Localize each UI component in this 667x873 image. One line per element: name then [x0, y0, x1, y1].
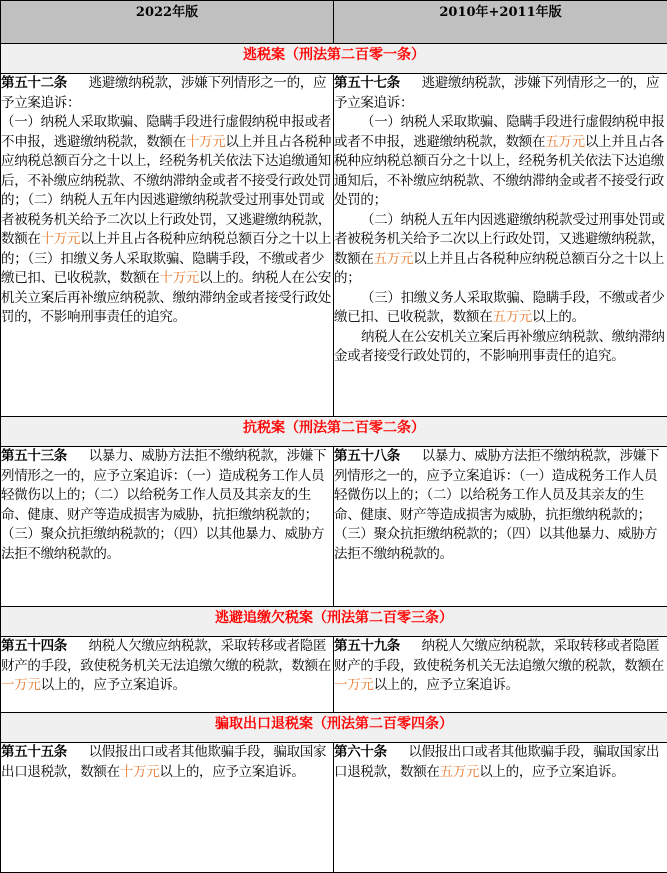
- section-row-tax-evasion: [1, 44, 667, 74]
- section-title-export-refund-fraud: 骗取出口退税案（刑法第二百零四条）: [1, 713, 667, 743]
- header-row: [1, 1, 667, 44]
- article-text: 以假报出口或者其他欺骗手段，骗取国家出口退税款，数额在: [1, 744, 326, 780]
- article-text: （二）纳税人五年内因逃避缴纳税款受过刑事处罚或者被税务机关给予二次以上行政处罚，又逃避缴纳税款，数额在: [334, 212, 665, 267]
- column-header-2010-2011: 2010年+2011年版: [334, 1, 667, 44]
- article-number: 第五十八条: [334, 448, 400, 464]
- article-58-cell: [334, 447, 667, 607]
- amount-highlight: 五万元: [374, 251, 414, 267]
- section-title-evading-recovery: 逃避追缴欠税案（刑法第二百零三条）: [1, 607, 667, 637]
- article-text: 以上并且占各税种应纳税总额百分之十以上的；（三）扣缴义务人采取欺骗、隐瞒手段，不缴或者少缴已扣、已收税款，数额在: [1, 231, 331, 286]
- article-text: 纳税人欠缴应纳税款，采取转移或者隐匿财产的手段，致使税务机关无法追缴欠缴的税款，数额在: [1, 638, 331, 674]
- article-number: 第六十条: [334, 744, 387, 760]
- article-lead: 逃避缴纳税款，涉嫌下列情形之一的，应予立案追诉：: [1, 75, 326, 111]
- column-header-2022: 2022年版: [1, 1, 334, 44]
- section-row-tax-resistance: [1, 417, 667, 447]
- article-number: 第五十九条: [334, 638, 400, 654]
- article-row-tax-resistance: [1, 447, 667, 607]
- article-59-cell: [334, 637, 667, 713]
- article-text: 以上并且占各税种应纳税总额百分之十以上的；: [334, 251, 664, 287]
- article-text: （一）纳税人采取欺骗、隐瞒手段进行虚假纳税申报或者不申报，逃避缴纳税款，数额在: [1, 114, 331, 150]
- article-text: 以上的，应予立案追诉。: [159, 764, 304, 780]
- amount-highlight: 十万元: [159, 270, 199, 286]
- article-53-cell: [1, 447, 334, 607]
- article-text: 以上并且占各税种应纳税总额百分之十以上，经税务机关依法下达追缴通知后，不补缴应纳税款、不缴纳滞纳金或者不接受行政处罚的；: [334, 134, 664, 209]
- amount-highlight: 一万元: [1, 677, 41, 693]
- amount-highlight: 一万元: [334, 677, 374, 693]
- section-row-evading-recovery: [1, 607, 667, 637]
- article-text: 以暴力、威胁方法拒不缴纳税款，涉嫌下列情形之一的，应予立案追诉：（一）造成税务工作人员轻微伤以上的；（二）以给税务工作人员及其亲友的生命、健康、财产等造成损害为威胁，抗拒缴纳税款的；（三）聚众抗拒缴纳税款的；（四）以其他暴力、威胁方法拒不缴纳税款的。: [334, 448, 659, 562]
- article-text: （三）扣缴义务人采取欺骗、隐瞒手段，不缴或者少缴已扣、已收税款，数额在: [334, 290, 665, 326]
- article-text: 以上的，应予立案追诉。: [479, 764, 624, 780]
- article-55-cell: [1, 743, 334, 873]
- article-text: 纳税人在公安机关立案后再补缴应纳税款、缴纳滞纳金或者接受行政处罚的，不影响刑事责任的追究。: [334, 329, 665, 365]
- amount-highlight: 十万元: [120, 764, 160, 780]
- amount-highlight: 十万元: [41, 231, 81, 247]
- article-text: （一）纳税人采取欺骗、隐瞒手段进行虚假纳税申报或者不申报，逃避缴纳税款，数额在: [334, 114, 665, 150]
- article-text: 以假报出口或者其他欺骗手段，骗取国家出口退税款，数额在: [334, 744, 659, 780]
- section-title-tax-resistance: 抗税案（刑法第二百零二条）: [1, 417, 667, 447]
- article-text: 以上的，应予立案追诉。: [41, 677, 186, 693]
- article-text: 以上的。: [532, 309, 585, 325]
- article-row-export-refund-fraud: [1, 743, 667, 873]
- amount-highlight: 五万元: [440, 764, 480, 780]
- amount-highlight: 五万元: [492, 309, 532, 325]
- article-52-cell: [1, 74, 334, 417]
- amount-highlight: 五万元: [545, 134, 585, 150]
- article-54-cell: [1, 637, 334, 713]
- article-text: 以上的。纳税人在公安机关立案后再补缴应纳税款、缴纳滞纳金或者接受行政处罚的，不影响刑事责任的追究。: [1, 270, 331, 325]
- article-text: 以上并且占各税种应纳税总额百分之十以上，经税务机关依法下达追缴通知后，不补缴应纳税款、不缴纳滞纳金或者不接受行政处罚的；（二）纳税人五年内因逃避缴纳税款受过刑事处罚或者被税务机关给予二次以上行政处罚，又逃避缴纳税款，数额在: [1, 134, 331, 248]
- article-row-evading-recovery: [1, 637, 667, 713]
- article-text: 纳税人欠缴应纳税款，采取转移或者隐匿财产的手段，致使税务机关无法追缴欠缴的税款，数额在: [334, 638, 664, 674]
- article-57-cell: [334, 74, 667, 417]
- article-number: 第五十三条: [1, 448, 67, 464]
- section-title-tax-evasion: 逃税案（刑法第二百零一条）: [1, 44, 667, 74]
- article-text: 以上的，应予立案追诉。: [374, 677, 519, 693]
- article-number: 第五十五条: [1, 744, 67, 760]
- article-number: 第五十二条: [1, 75, 67, 91]
- article-60-cell: [334, 743, 667, 873]
- article-number: 第五十七条: [334, 75, 400, 91]
- section-row-export-refund-fraud: [1, 713, 667, 743]
- article-number: 第五十四条: [1, 638, 67, 654]
- article-lead: 逃避缴纳税款，涉嫌下列情形之一的，应予立案追诉：: [334, 75, 659, 111]
- amount-highlight: 十万元: [186, 134, 226, 150]
- article-row-tax-evasion: [1, 74, 667, 417]
- article-text: 以暴力、威胁方法拒不缴纳税款，涉嫌下列情形之一的，应予立案追诉：（一）造成税务工作人员轻微伤以上的；（二）以给税务工作人员及其亲友的生命、健康、财产等造成损害为威胁，抗拒缴纳税款的；（三）聚众抗拒缴纳税款的；（四）以其他暴力、威胁方法拒不缴纳税款的。: [1, 448, 326, 562]
